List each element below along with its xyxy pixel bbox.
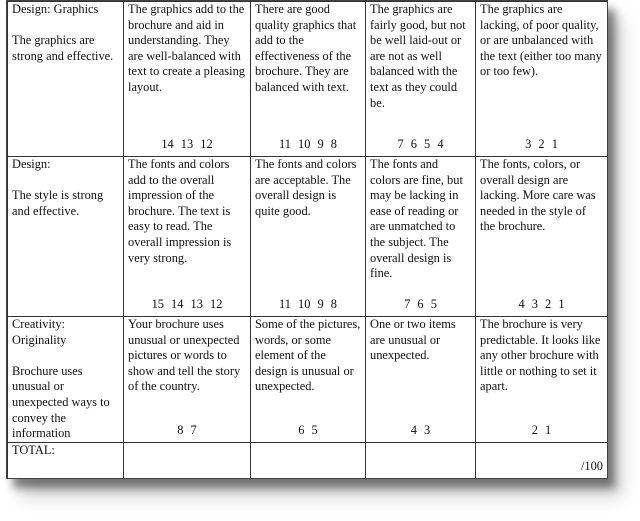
- criteria-text: The brochure is very predictable. It looks like any other brochure with little or nothing to set it apart.: [480, 317, 601, 394]
- criteria-text: The fonts and colors are acceptable. The overall design is quite good.: [255, 157, 357, 218]
- criteria-text: The graphics are lacking, of poor quality, or are unbalanced with the text (either too many or too few).: [480, 2, 602, 79]
- criteria-cell: [476, 317, 608, 443]
- total-score-cell: [476, 443, 608, 479]
- score-range: 11 10 9 8: [278, 137, 337, 152]
- category-description: Brochure uses unusual or unexpected ways to convey the information: [12, 363, 110, 441]
- score-range: 6 5: [298, 423, 318, 438]
- category-title: Creativity: Originality: [12, 317, 67, 347]
- rubric-row-style: [8, 157, 608, 317]
- score-range: 7 6 5: [404, 297, 437, 312]
- criteria-text: The fonts, colors, or overall design are lacking. More care was needed in the style of the brochure.: [480, 157, 596, 234]
- criteria-cell: [251, 317, 366, 443]
- criteria-text: The fonts and colors are fine, but may be lacking in ease of reading or are unmatched to the subject. The overall design is fine.: [370, 157, 463, 281]
- category-title: Design:: [12, 157, 51, 171]
- total-empty-cell: [366, 443, 476, 479]
- total-empty-cell: [251, 443, 366, 479]
- total-label: TOTAL:: [12, 443, 55, 457]
- rubric-row-graphics: [8, 2, 608, 157]
- criteria-text: The graphics are fairly good, but not be well laid-out or are not as well balanced with the text as they could be.: [370, 2, 466, 110]
- score-range: 15 14 13 12: [151, 297, 223, 312]
- criteria-cell: [124, 2, 251, 157]
- criteria-cell: [366, 317, 476, 443]
- category-description: The style is strong and effective.: [12, 188, 104, 218]
- criteria-text: Some of the pictures, words, or some element of the design is unusual or unexpected.: [255, 317, 361, 394]
- total-label-cell: [8, 443, 124, 479]
- score-range: 2 1: [531, 423, 552, 438]
- criteria-cell: [124, 317, 251, 443]
- score-range: 7 6 5 4: [397, 137, 444, 152]
- category-title: Design: Graphics: [12, 2, 99, 16]
- rubric-table: [7, 1, 608, 479]
- score-range: 4 3: [410, 423, 431, 438]
- score-range: 3 2 1: [525, 137, 558, 152]
- category-cell: [8, 2, 124, 157]
- rubric-page: [6, 0, 608, 479]
- criteria-cell: [251, 157, 366, 317]
- category-description: The graphics are strong and effective.: [12, 33, 114, 63]
- criteria-text: The graphics add to the brochure and aid in understanding. They are well-balanced with text to create a pleasing layout.: [128, 2, 245, 94]
- criteria-text: Your brochure uses unusual or unexpected pictures or words to show and tell the story of the country.: [128, 317, 241, 394]
- criteria-cell: [124, 157, 251, 317]
- criteria-cell: [476, 157, 608, 317]
- rubric-row-creativity: [8, 317, 608, 443]
- criteria-text: The fonts and colors add to the overall impression of the brochure. The text is easy to read. The overall impression is very strong.: [128, 157, 232, 265]
- score-range: 4 3 2 1: [518, 297, 565, 312]
- category-cell: [8, 317, 124, 443]
- criteria-cell: [366, 2, 476, 157]
- score-range: 14 13 12: [161, 137, 213, 152]
- criteria-cell: [476, 2, 608, 157]
- total-empty-cell: [124, 443, 251, 479]
- rubric-row-total: [8, 443, 608, 479]
- score-range: 11 10 9 8: [278, 297, 337, 312]
- criteria-cell: [366, 157, 476, 317]
- criteria-text: There are good quality graphics that add to the effectiveness of the brochure. They are balanced with text.: [255, 2, 357, 94]
- criteria-text: One or two items are unusual or unexpected.: [370, 317, 456, 363]
- criteria-cell: [251, 2, 366, 157]
- total-max: /100: [580, 459, 603, 474]
- score-range: 8 7: [177, 423, 197, 438]
- category-cell: [8, 157, 124, 317]
